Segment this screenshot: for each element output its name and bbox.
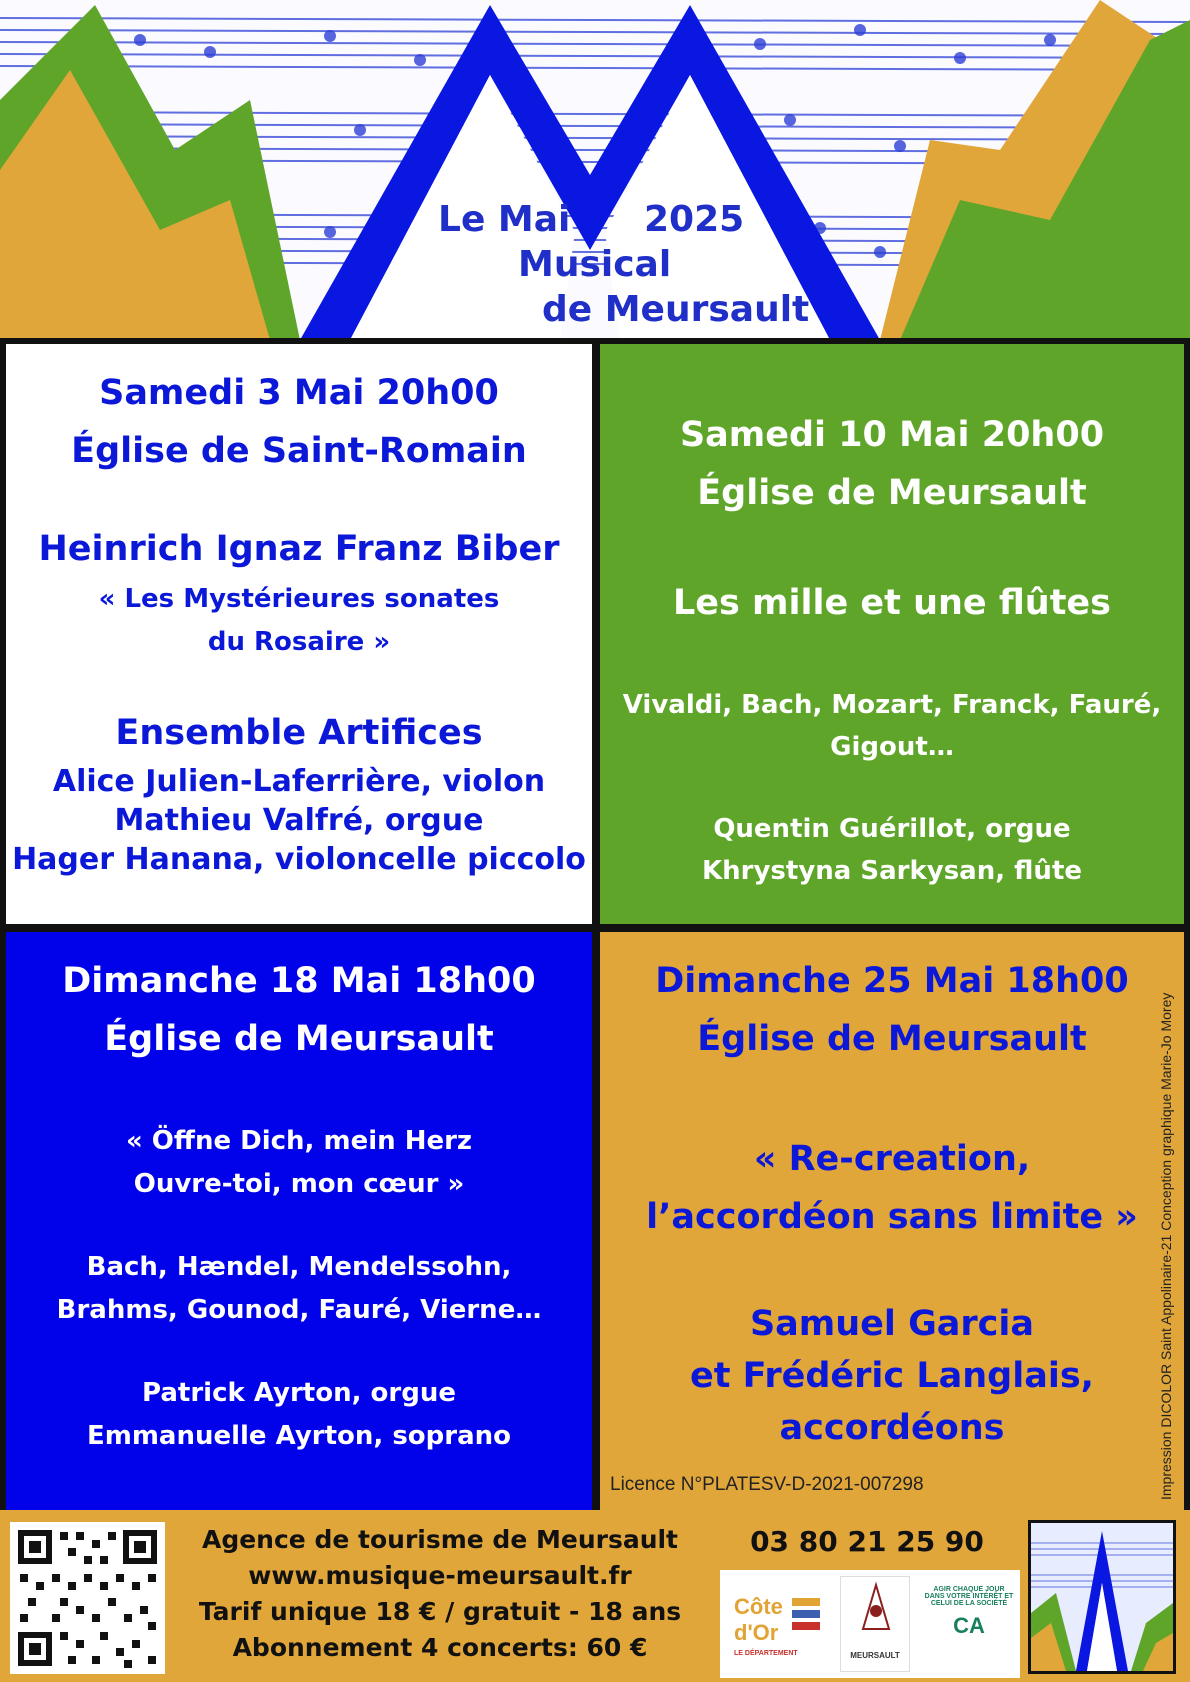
qr-code[interactable] <box>10 1522 165 1674</box>
concert-venue: Église de Saint-Romain <box>71 431 527 471</box>
cote-dor-stripes-icon <box>726 1576 826 1672</box>
performer: Samuel Garcia <box>749 1304 1035 1344</box>
concert-grid <box>0 338 1190 1510</box>
concert-venue: Église de Meursault <box>697 473 1087 513</box>
performer: Mathieu Valfré, orgue <box>114 803 484 838</box>
agency-name: Agence de tourisme de Meursault <box>201 1525 679 1554</box>
poster-thumbnail-icon <box>1031 1523 1173 1671</box>
title-le-mai: Le Mai <box>438 199 571 240</box>
title-year: 2025 <box>644 199 745 240</box>
footer <box>0 1510 1190 1682</box>
concert-card-4 <box>600 932 1184 1510</box>
practical-info <box>180 1522 700 1666</box>
concert-composers-line1: Vivaldi, Bach, Mozart, Franck, Fauré, <box>622 690 1162 720</box>
meursault-logo <box>840 1576 910 1672</box>
concert-work-line2: du Rosaire » <box>207 627 391 657</box>
performer: Khrystyna Sarkysan, flûte <box>701 856 1083 886</box>
meursault-logo-text: MEURSAULT <box>850 1651 900 1660</box>
performer: accordéons <box>779 1408 1005 1448</box>
concert-card-3 <box>6 932 592 1510</box>
poster-thumbnail <box>1028 1520 1176 1674</box>
concert-date: Samedi 3 Mai 20h00 <box>99 373 499 413</box>
sponsor-logos <box>720 1570 1020 1678</box>
concert-title-line2: Ouvre-toi, mon cœur » <box>133 1169 465 1199</box>
concert-composers-line2: Gigout… <box>830 732 954 762</box>
cote-dor-logo-line1: Côte <box>734 1594 783 1619</box>
phone-number[interactable]: 03 80 21 25 90 <box>750 1525 984 1558</box>
concert-title-line1: « Re-creation, <box>753 1139 1031 1179</box>
title-musical: Musical <box>518 244 672 285</box>
qr-code-icon <box>10 1522 165 1674</box>
concert-card-2 <box>600 344 1184 924</box>
concert-work-line1: « Les Mystérieures sonates <box>98 584 500 614</box>
performer: Patrick Ayrton, orgue <box>142 1378 456 1408</box>
performer: Emmanuelle Ayrton, soprano <box>86 1421 512 1451</box>
concert-date: Dimanche 25 Mai 18h00 <box>655 961 1129 1001</box>
licence-number: Licence N°PLATESV-D-2021-007298 <box>610 1474 924 1495</box>
performer: Hager Hanana, violoncelle piccolo <box>12 842 586 877</box>
concert-venue: Église de Meursault <box>697 1019 1087 1059</box>
website-link[interactable]: www.musique-meursault.fr <box>248 1561 632 1590</box>
title-de-meursault: de Meursault <box>542 289 810 330</box>
ca-slogan: AGIR CHAQUE JOUR DANS VOTRE INTÉRÊT ET CELUI DE LA SOCIÉTÉ <box>924 1586 1014 1607</box>
concert-title-line2: l’accordéon sans limite » <box>646 1197 1138 1237</box>
concert-date: Dimanche 18 Mai 18h00 <box>62 961 536 1001</box>
concert-ensemble: Ensemble Artifices <box>115 713 483 753</box>
concert-date: Samedi 10 Mai 20h00 <box>679 415 1105 455</box>
poster-header <box>0 0 1190 340</box>
print-credit: Impression DICOLOR Saint Appolinaire-21 Conception graphique Marie-Jo Morey <box>1158 992 1174 1500</box>
concert-title-line1: « Öffne Dich, mein Herz <box>125 1126 473 1156</box>
abonnement-info: Abonnement 4 concerts: 60 € <box>232 1633 648 1662</box>
concert-composers-line1: Bach, Hændel, Mendelssohn, <box>86 1252 512 1282</box>
concert-venue: Église de Meursault <box>104 1019 494 1059</box>
tarif-info: Tarif unique 18 € / gratuit - 18 ans <box>198 1597 682 1626</box>
cote-dor-sub: LE DÉPARTEMENT <box>734 1650 798 1657</box>
concert-composers-line2: Brahms, Gounod, Fauré, Vierne… <box>56 1295 542 1325</box>
cote-dor-logo-line2: d'Or <box>734 1620 779 1645</box>
ca-mark-icon: CA <box>953 1613 985 1638</box>
credit-agricole-logo <box>924 1576 1014 1672</box>
performer: Quentin Guérillot, orgue <box>713 814 1071 844</box>
concert-composer: Heinrich Ignaz Franz Biber <box>38 529 560 569</box>
concert-title: Les mille et une flûtes <box>672 583 1111 623</box>
concert-card-1 <box>6 344 592 924</box>
cote-dor-logo <box>726 1576 826 1672</box>
meursault-emblem-icon <box>841 1577 911 1647</box>
performer: Alice Julien-Laferrière, violon <box>52 764 546 799</box>
performer: et Frédéric Langlais, <box>690 1356 1094 1396</box>
